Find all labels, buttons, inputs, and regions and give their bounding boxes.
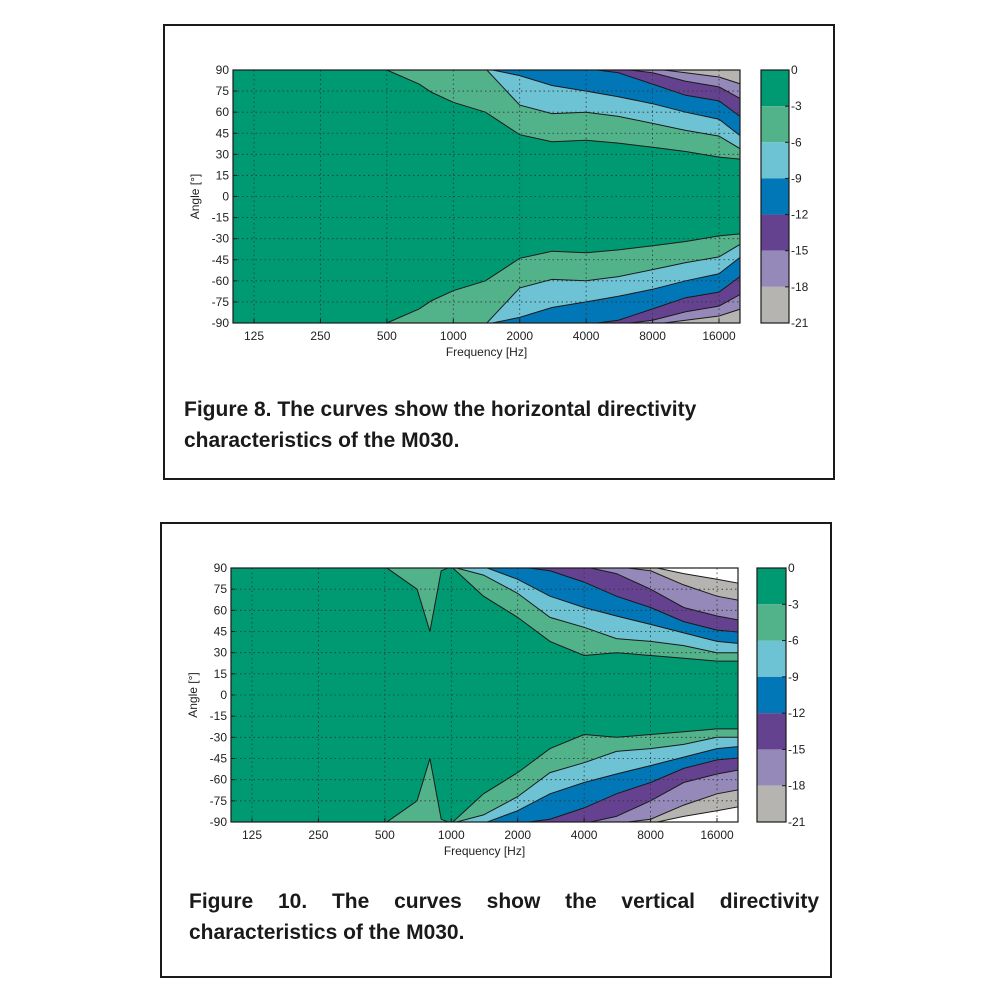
colorbar-band: [757, 604, 786, 640]
colorbar-band: [757, 786, 786, 822]
y-tick-label: -90: [211, 316, 229, 330]
y-tick-label: 0: [220, 688, 227, 702]
colorbar-tick-label: -15: [788, 742, 806, 757]
y-tick-label: 15: [213, 666, 227, 681]
x-tick-label: 250: [308, 828, 329, 842]
y-tick-label: 90: [213, 561, 227, 575]
y-tick-label: -30: [211, 231, 229, 246]
figure-10-caption: Figure 10. The curves show the vertical directivity characteristics of the M030.: [189, 890, 819, 944]
x-tick-label: 4000: [570, 828, 598, 842]
colorbar-band: [757, 749, 786, 785]
colorbar-band: [757, 568, 786, 604]
colorbar-tick-label: -3: [788, 597, 799, 612]
y-tick-label: 30: [215, 147, 229, 162]
x-tick-label: 1000: [437, 828, 465, 842]
y-tick-label: -90: [209, 815, 227, 829]
x-tick-label: 16000: [700, 828, 734, 842]
x-tick-label: 16000: [702, 329, 736, 343]
colorbar-band: [757, 677, 786, 713]
x-tick-label: 2000: [504, 828, 532, 842]
x-tick-label: 2000: [506, 329, 534, 343]
colorbar-tick-label: -15: [791, 243, 809, 258]
y-tick-label: 75: [215, 84, 229, 99]
y-tick-label: -15: [209, 709, 227, 724]
y-tick-label: -75: [211, 294, 229, 309]
y-tick-label: 15: [215, 168, 229, 183]
plot-area: [218, 563, 747, 827]
x-tick-label: 500: [376, 329, 397, 343]
x-tick-label: 125: [243, 329, 265, 343]
x-tick-label: 125: [241, 828, 263, 842]
y-tick-label: -30: [209, 730, 227, 745]
x-tick-label: 500: [374, 828, 395, 842]
colorbar-tick-label: -12: [791, 207, 809, 222]
colorbar-tick-label: -12: [788, 706, 806, 721]
colorbar-tick-label: -18: [791, 279, 809, 294]
colorbar-tick-label: -18: [788, 778, 806, 793]
colorbar-tick-label: -3: [791, 99, 802, 114]
colorbar-tick-label: -6: [788, 633, 799, 648]
y-tick-label: 0: [222, 189, 229, 204]
y-axis-label: Angle [°]: [188, 173, 202, 220]
x-tick-label: 4000: [572, 329, 600, 343]
figure-8-caption: Figure 8. The curves show the horizontal directivity characteristics of the M030.: [184, 398, 697, 452]
y-tick-label: -60: [209, 772, 227, 787]
y-tick-label: 60: [215, 105, 229, 120]
x-axis-label: Frequency [Hz]: [443, 844, 526, 858]
x-tick-label: 250: [310, 329, 331, 343]
y-tick-label: 75: [213, 582, 227, 597]
colorbar-tick-label: -9: [791, 171, 802, 186]
y-tick-label: 45: [213, 624, 227, 639]
y-tick-label: 60: [213, 603, 227, 618]
colorbar-band: [757, 641, 786, 677]
y-tick-label: -45: [211, 252, 229, 267]
y-tick-label: -15: [211, 210, 229, 225]
colorbar-tick-label: 0: [791, 63, 798, 77]
colorbar-tick-label: -6: [791, 135, 802, 150]
y-tick-label: 30: [213, 645, 227, 660]
y-tick-label: -75: [209, 793, 227, 808]
colorbar-band: [757, 713, 786, 749]
colorbar-tick-label: 0: [788, 561, 795, 575]
y-tick-label: -45: [209, 751, 227, 766]
x-tick-label: 1000: [439, 329, 467, 343]
colorbar-tick-label: -21: [788, 815, 806, 829]
x-tick-label: 8000: [639, 329, 666, 343]
y-axis-label: Angle [°]: [186, 672, 200, 718]
y-tick-label: -60: [211, 273, 229, 288]
y-tick-label: 90: [215, 63, 229, 77]
colorbar-tick-label: -9: [788, 669, 799, 684]
colorbar-tick-label: -21: [791, 316, 809, 330]
y-tick-label: 45: [215, 126, 229, 141]
x-tick-label: 8000: [637, 828, 664, 842]
x-axis-label: Frequency [Hz]: [445, 345, 528, 359]
